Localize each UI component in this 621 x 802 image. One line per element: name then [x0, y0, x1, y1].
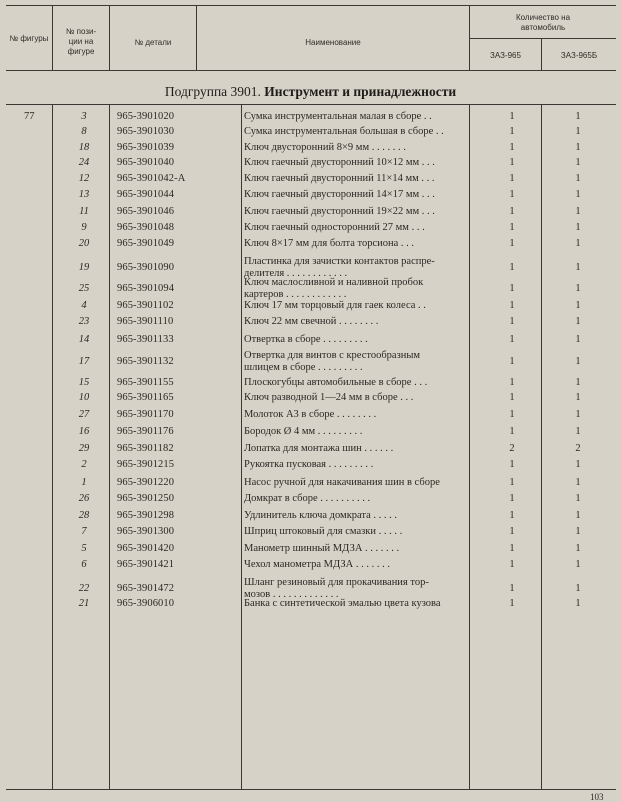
header-top-rule [6, 5, 616, 6]
part-number: 965-3901220 [117, 477, 175, 488]
qty-zaz965: 1 [509, 142, 515, 153]
qty-zaz965b: 1 [575, 392, 581, 403]
part-name: Сумка инструментальная малая в сборе . . [244, 111, 432, 122]
qty-zaz965: 1 [509, 459, 515, 470]
position-number: 14 [78, 334, 90, 345]
qty-zaz965: 1 [509, 334, 515, 345]
part-name: Манометр шинный МДЗА . . . . . . . [244, 543, 400, 554]
part-name: Ключ 22 мм свечной . . . . . . . . [244, 316, 379, 327]
qty-zaz965b: 1 [575, 459, 581, 470]
qty-zaz965b: 1 [575, 583, 581, 594]
part-number: 965-3906010 [117, 598, 175, 609]
qty-zaz965b: 1 [575, 222, 581, 233]
qty-zaz965b: 1 [575, 559, 581, 570]
part-name: Ключ разводной 1—24 мм в сборе . . . [244, 392, 414, 403]
position-number: 23 [78, 316, 90, 327]
qty-zaz965b: 1 [575, 300, 581, 311]
qty-zaz965: 1 [509, 238, 515, 249]
qty-zaz965: 1 [509, 426, 515, 437]
part-number: 965-3901039 [117, 142, 175, 153]
qty-zaz965b: 1 [575, 356, 581, 367]
qty-zaz965: 1 [509, 510, 515, 521]
part-number: 965-3901046 [117, 206, 175, 217]
page-number: 103 [590, 792, 604, 802]
part-name: Домкрат в сборе . . . . . . . . . . [244, 493, 371, 504]
qty-zaz965: 1 [509, 409, 515, 420]
header-zaz965b: ЗАЗ-965Б [560, 51, 598, 60]
part-number: 965-3901094 [117, 283, 175, 294]
part-name: Ключ гаечный двусторонний 10×12 мм . . . [244, 157, 435, 168]
position-number: 5 [81, 543, 87, 554]
qty-zaz965b: 1 [575, 510, 581, 521]
header-name: Наименование [305, 38, 361, 47]
part-name: Чехол манометра МДЗА . . . . . . . [244, 559, 390, 570]
part-number: 965-3901472 [117, 583, 175, 594]
position-number: 9 [81, 222, 87, 233]
part-name: Плоскогубцы автомобильные в сборе . . . [244, 377, 428, 388]
qty-zaz965b: 1 [575, 126, 581, 137]
position-number: 25 [78, 283, 90, 294]
part-number: 965-3901020 [117, 111, 175, 122]
qty-zaz965: 1 [509, 222, 515, 233]
part-number: 965-3901250 [117, 493, 175, 504]
qty-zaz965: 1 [509, 392, 515, 403]
position-number: 10 [78, 392, 90, 403]
part-name: Ключ маслосливной и наливной пробок картеров . . . . . . . . . . . . [244, 277, 424, 300]
part-name: Ключ гаечный двусторонний 14×17 мм . . . [244, 189, 435, 200]
part-number: 965-3901030 [117, 126, 175, 137]
qty-zaz965b: 2 [575, 443, 581, 454]
position-number: 17 [78, 356, 90, 367]
part-name: Ключ 8×17 мм для болта торсиона . . . [244, 238, 415, 249]
part-number: 965-3901421 [117, 559, 175, 570]
qty-zaz965: 1 [509, 356, 515, 367]
header-bottom-rule [6, 70, 616, 71]
part-number: 965-3901044 [117, 189, 175, 200]
qty-zaz965: 1 [509, 543, 515, 554]
part-name: Банка с синтетической эмалью цвета кузова [244, 598, 441, 609]
header-position-number: № пози- ции на фигуре [65, 27, 97, 56]
part-number: 965-3901165 [117, 392, 174, 403]
subgroup-bottom-rule [6, 104, 616, 105]
body-divider-qty [469, 104, 470, 789]
qty-zaz965b: 1 [575, 142, 581, 153]
part-number: 965-3901155 [117, 377, 174, 388]
qty-zaz965b: 1 [575, 206, 581, 217]
qty-zaz965b: 1 [575, 238, 581, 249]
position-number: 24 [78, 157, 90, 168]
part-name: Сумка инструментальная большая в сборе . . [244, 126, 444, 137]
qty-zaz965: 1 [509, 262, 515, 273]
position-number: 16 [78, 426, 90, 437]
part-name: Ключ 17 мм торцовый для гаек колеса . . [244, 300, 426, 311]
qty-zaz965: 1 [509, 126, 515, 137]
header-qty-rule [469, 38, 616, 39]
position-number: 7 [81, 526, 87, 537]
position-number: 27 [78, 409, 90, 420]
body-divider-qty2 [541, 104, 542, 789]
part-name: Бородок Ø 4 мм . . . . . . . . . [244, 426, 363, 437]
part-name: Шприц штоковый для смазки . . . . . [244, 526, 403, 537]
qty-zaz965b: 1 [575, 316, 581, 327]
part-name: Рукоятка пусковая . . . . . . . . . [244, 459, 374, 470]
part-number: 965-3901215 [117, 459, 175, 470]
part-number: 965-3901170 [117, 409, 174, 420]
qty-zaz965b: 1 [575, 189, 581, 200]
part-name: Шланг резиновый для прокачивания тор- мозов . . . . . . . . . . . . . [244, 577, 429, 600]
qty-zaz965b: 1 [575, 262, 581, 273]
part-name: Удлинитель ключа домкрата . . . . . [244, 510, 398, 521]
qty-zaz965b: 1 [575, 173, 581, 184]
qty-zaz965b: 1 [575, 377, 581, 388]
qty-zaz965: 1 [509, 157, 515, 168]
subgroup-heading [0, 84, 621, 100]
qty-zaz965: 1 [509, 477, 515, 488]
subgroup-label: Подгруппа 3901. [164, 84, 261, 99]
qty-zaz965: 1 [509, 206, 515, 217]
position-number: 6 [81, 559, 87, 570]
position-number: 19 [78, 262, 90, 273]
qty-zaz965b: 1 [575, 543, 581, 554]
part-number: 965-3901133 [117, 334, 174, 345]
part-number: 965-3901298 [117, 510, 175, 521]
part-number: 965-3901300 [117, 526, 175, 537]
position-number: 15 [78, 377, 90, 388]
part-name: Ключ гаечный двусторонний 11×14 мм . . . [244, 173, 435, 184]
qty-zaz965: 1 [509, 111, 515, 122]
subgroup-title: Инструмент и принадлежности [264, 84, 457, 99]
table-bottom-rule [6, 789, 616, 790]
qty-zaz965b: 1 [575, 477, 581, 488]
qty-zaz965: 1 [509, 598, 515, 609]
part-name: Пластинка для зачистки контактов распре- делителя . . . . . . . . . . . . [244, 256, 435, 279]
qty-zaz965: 1 [509, 189, 515, 200]
qty-zaz965: 1 [509, 377, 515, 388]
position-number: 4 [81, 300, 87, 311]
part-number: 965-3901040 [117, 157, 175, 168]
qty-zaz965: 1 [509, 173, 515, 184]
qty-zaz965: 1 [509, 493, 515, 504]
qty-zaz965b: 1 [575, 157, 581, 168]
qty-zaz965: 1 [509, 300, 515, 311]
qty-zaz965: 1 [509, 283, 515, 294]
position-number: 20 [78, 238, 90, 249]
part-name: Ключ двусторонний 8×9 мм . . . . . . . [244, 142, 406, 153]
part-name: Лопатка для монтажа шин . . . . . . [244, 443, 394, 454]
position-number: 3 [81, 111, 87, 122]
part-name: Отвертка в сборе . . . . . . . . . [244, 334, 368, 345]
part-name: Насос ручной для накачивания шин в сборе [244, 477, 440, 488]
position-number: 13 [78, 189, 90, 200]
part-name: Молоток А3 в сборе . . . . . . . . [244, 409, 377, 420]
part-number: 965-3901110 [117, 316, 174, 327]
position-number: 18 [78, 142, 90, 153]
qty-zaz965: 1 [509, 559, 515, 570]
header-part-number: № детали [134, 38, 172, 47]
part-number: 965-3901048 [117, 222, 175, 233]
position-number: 26 [78, 493, 90, 504]
part-number: 965-3901090 [117, 262, 175, 273]
part-number: 965-3901132 [117, 356, 174, 367]
qty-zaz965b: 1 [575, 493, 581, 504]
header-zaz965: ЗАЗ-965 [490, 51, 521, 60]
body-divider-name [241, 104, 242, 789]
part-number: 965-3901420 [117, 543, 175, 554]
header-figure-number: № фигуры [9, 34, 49, 43]
qty-zaz965: 1 [509, 526, 515, 537]
part-number: 965-3901042-А [117, 173, 186, 184]
part-name: Ключ гаечный односторонний 27 мм . . . [244, 222, 425, 233]
header-quantity: Количество на автомобиль [515, 13, 571, 32]
part-name: Отвертка для винтов с крестообразным шлицем в сборе . . . . . . . . . [244, 350, 421, 373]
position-number: 8 [81, 126, 87, 137]
position-number: 28 [78, 510, 90, 521]
qty-zaz965: 1 [509, 583, 515, 594]
qty-zaz965: 2 [509, 443, 515, 454]
position-number: 21 [78, 598, 90, 609]
position-number: 1 [81, 477, 87, 488]
qty-zaz965b: 1 [575, 334, 581, 345]
qty-zaz965b: 1 [575, 526, 581, 537]
body-divider-fig [52, 104, 53, 789]
position-number: 11 [79, 206, 89, 217]
qty-zaz965: 1 [509, 316, 515, 327]
qty-zaz965b: 1 [575, 426, 581, 437]
position-number: 22 [78, 583, 90, 594]
part-number: 965-3901049 [117, 238, 175, 249]
part-number: 965-3901176 [117, 426, 174, 437]
qty-zaz965b: 1 [575, 409, 581, 420]
figure-number: 77 [24, 111, 35, 122]
qty-zaz965b: 1 [575, 283, 581, 294]
qty-zaz965b: 1 [575, 111, 581, 122]
position-number: 2 [81, 459, 87, 470]
part-number: 965-3901182 [117, 443, 174, 454]
col-divider-fig [52, 5, 53, 70]
part-number: 965-3901102 [117, 300, 174, 311]
part-name: Ключ гаечный двусторонний 19×22 мм . . . [244, 206, 435, 217]
position-number: 29 [78, 443, 90, 454]
position-number: 12 [78, 173, 90, 184]
qty-zaz965b: 1 [575, 598, 581, 609]
